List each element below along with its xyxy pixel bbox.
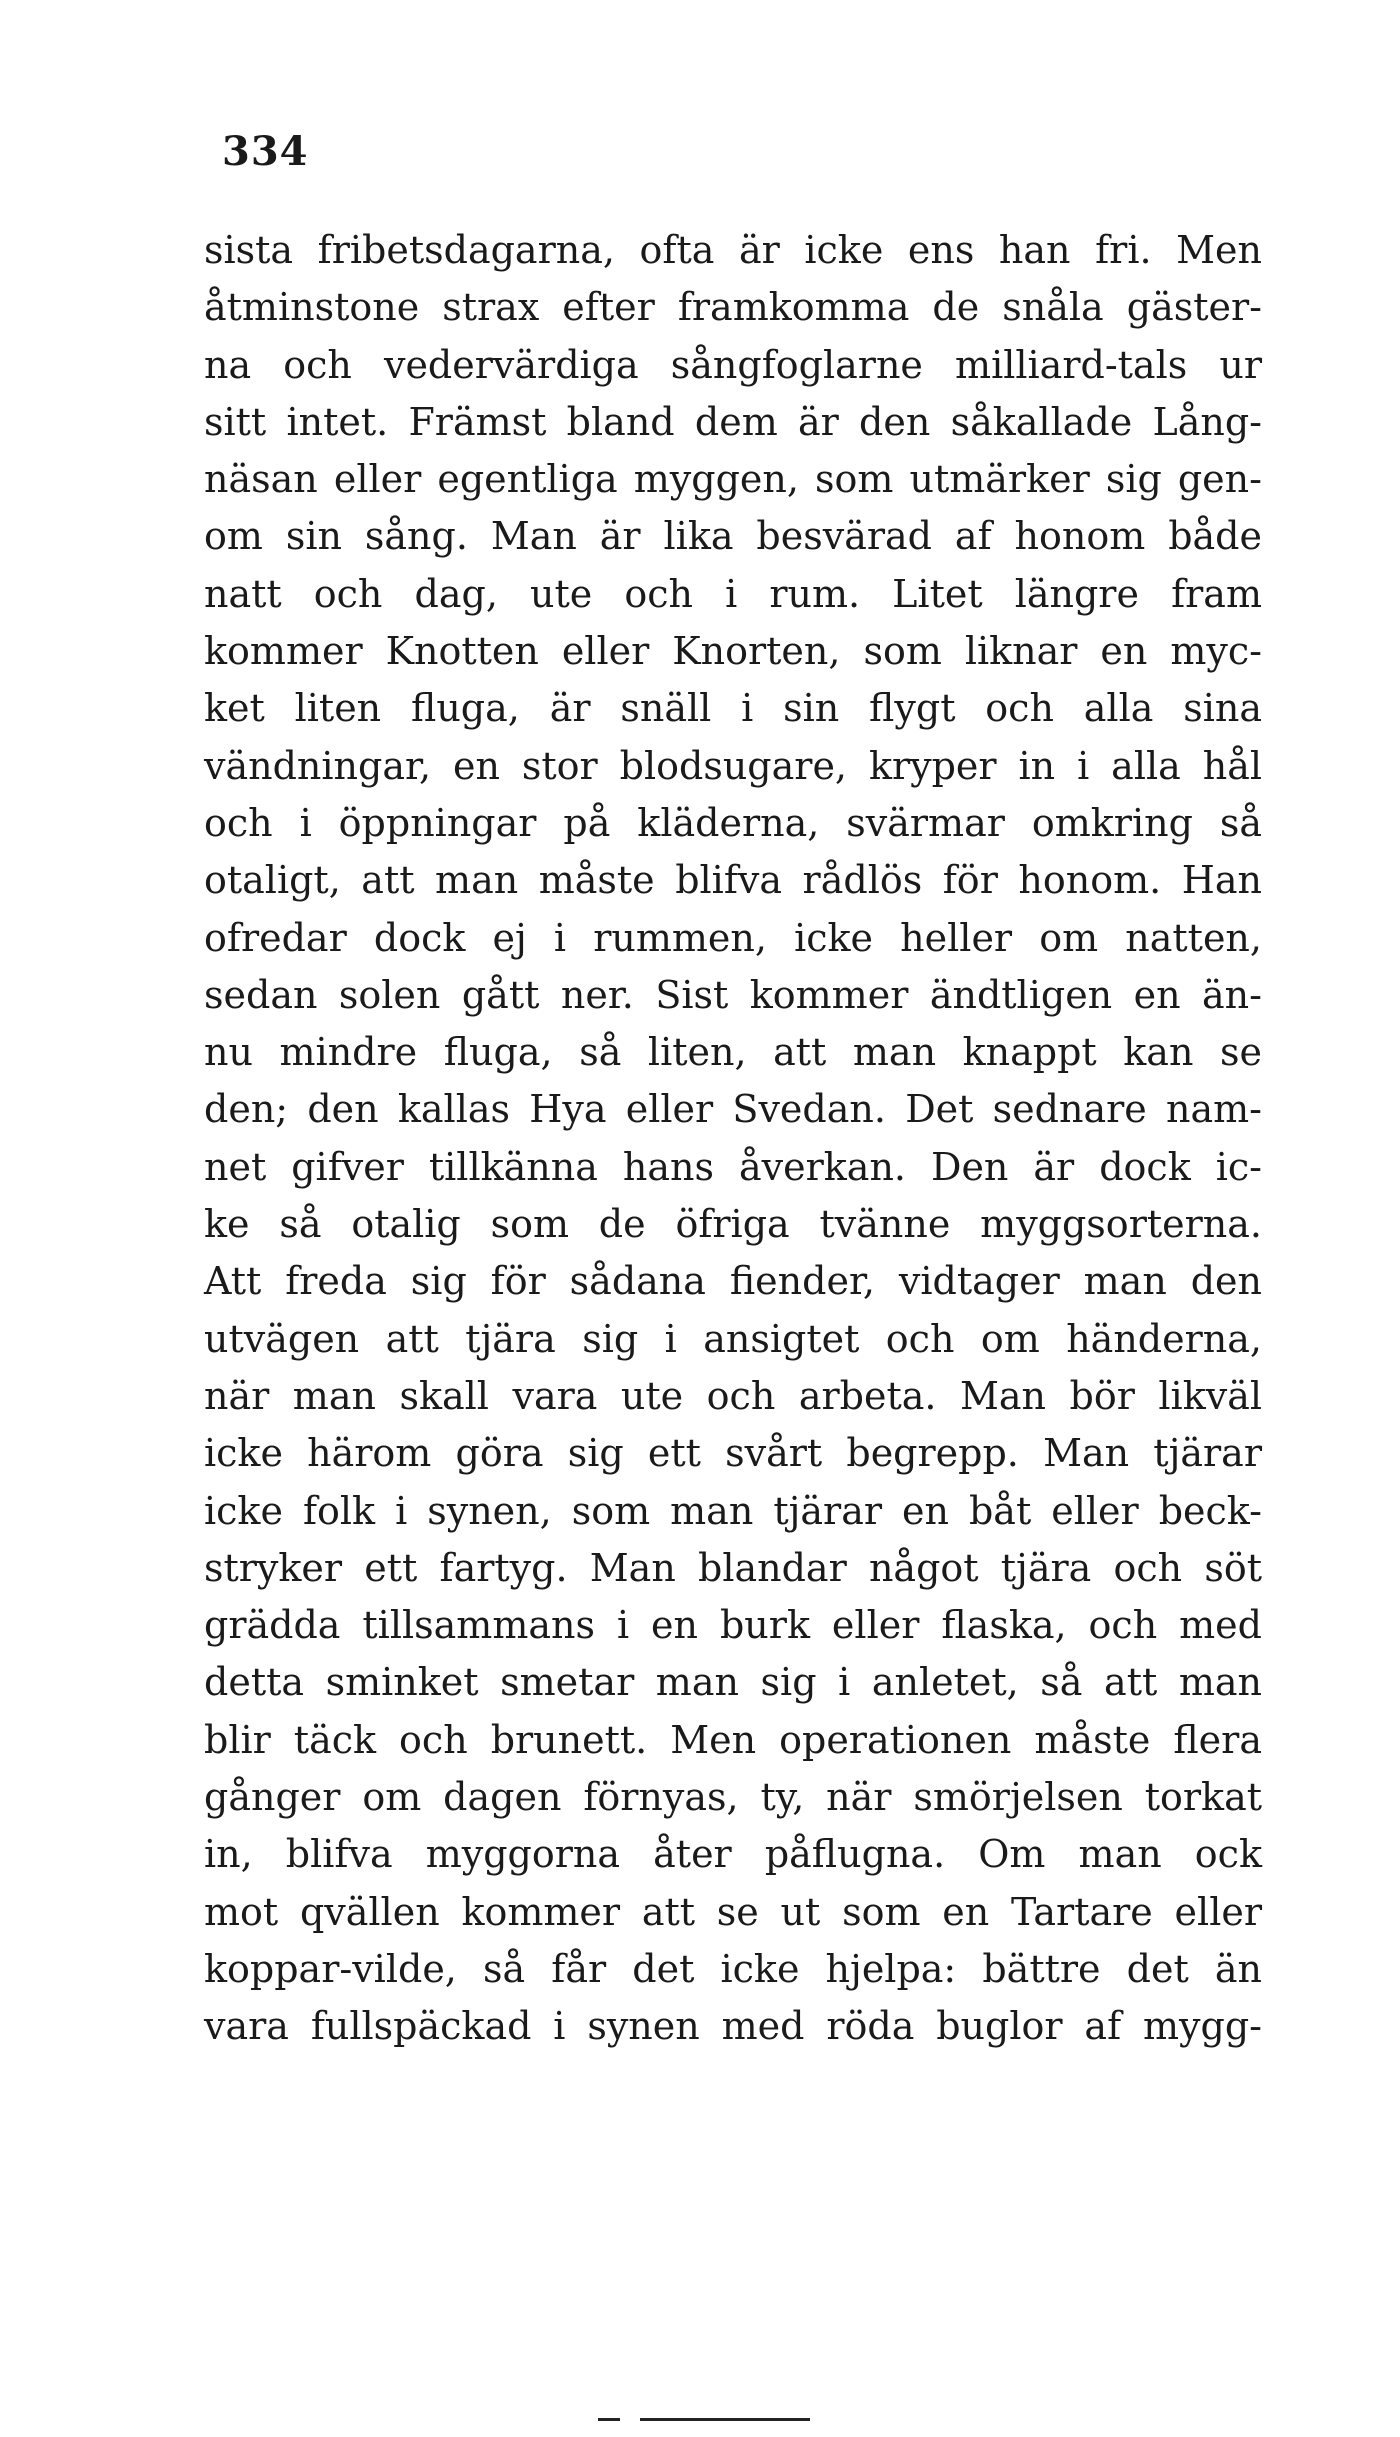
- text-line: icke härom göra sig ett svårt begrepp. Man tjärar: [204, 1431, 1262, 1476]
- text-line: nu mindre fluga, så liten, att man knappt kan se: [204, 1030, 1262, 1075]
- text-line: den; den kallas Hya eller Svedan. Det sednare nam-: [204, 1087, 1262, 1132]
- text-line: ket liten fluga, är snäll i sin flygt och alla sina: [204, 686, 1262, 731]
- text-line: icke folk i synen, som man tjärar en båt eller beck-: [204, 1488, 1262, 1533]
- text-line: utvägen att tjära sig i ansigtet och om händerna,: [204, 1316, 1262, 1361]
- page-number: 334: [222, 128, 309, 175]
- text-line: ofredar dock ej i rummen, icke heller om natten,: [204, 915, 1262, 960]
- footer-rule: [640, 2418, 810, 2421]
- text-line: ke så otalig som de öfriga tvänne myggsorterna.: [204, 1202, 1262, 1247]
- text-line: när man skall vara ute och arbeta. Man bör likväl: [204, 1373, 1262, 1418]
- text-line: sista fribetsdagarna, ofta är icke ens han fri. Men: [204, 228, 1262, 272]
- text-line: in, blifva myggorna åter påflugna. Om man ock: [204, 1832, 1262, 1877]
- text-line: net gifver tillkänna hans åverkan. Den är dock ic-: [204, 1144, 1262, 1189]
- text-line: vara fullspäckad i synen med röda buglor af mygg-: [204, 2004, 1262, 2049]
- text-line: sitt intet. Främst bland dem är den såkallade Lång-: [204, 399, 1262, 444]
- text-line: mot qvällen kommer att se ut som en Tartare eller: [204, 1889, 1262, 1934]
- text-line: Att freda sig för sådana fiender, vidtager man den: [204, 1259, 1262, 1304]
- text-line: natt och dag, ute och i rum. Litet längre fram: [204, 571, 1262, 616]
- text-line: grädda tillsammans i en burk eller flaska, och med: [204, 1603, 1262, 1648]
- text-line: kommer Knotten eller Knorten, som liknar en myc-: [204, 629, 1262, 674]
- text-line: koppar-vilde, så får det icke hjelpa: bättre det än: [204, 1946, 1262, 1991]
- text-line: detta sminket smetar man sig i anletet, så att man: [204, 1660, 1262, 1705]
- text-line: åtminstone strax efter framkomma de snåla gäster-: [204, 285, 1262, 330]
- text-line: stryker ett fartyg. Man blandar något tjära och söt: [204, 1545, 1262, 1590]
- text-line: blir täck och brunett. Men operationen måste flera: [204, 1717, 1262, 1762]
- text-line: gånger om dagen förnyas, ty, när smörjelsen torkat: [204, 1775, 1262, 1820]
- footer-dash: [598, 2418, 620, 2421]
- body-text: [204, 222, 1262, 2056]
- text-line: na och vedervärdiga sångfoglarne milliard-tals ur: [204, 342, 1262, 387]
- text-line: otaligt, att man måste blifva rådlös för honom. Han: [204, 858, 1262, 903]
- text-line: näsan eller egentliga myggen, som utmärker sig gen-: [204, 457, 1262, 502]
- text-line: och i öppningar på kläderna, svärmar omkring så: [204, 800, 1262, 845]
- text-line: vändningar, en stor blodsugare, kryper in i alla hål: [204, 743, 1262, 788]
- text-line: sedan solen gått ner. Sist kommer ändtligen en än-: [204, 972, 1262, 1017]
- text-line: om sin sång. Man är lika besvärad af honom både: [204, 514, 1262, 559]
